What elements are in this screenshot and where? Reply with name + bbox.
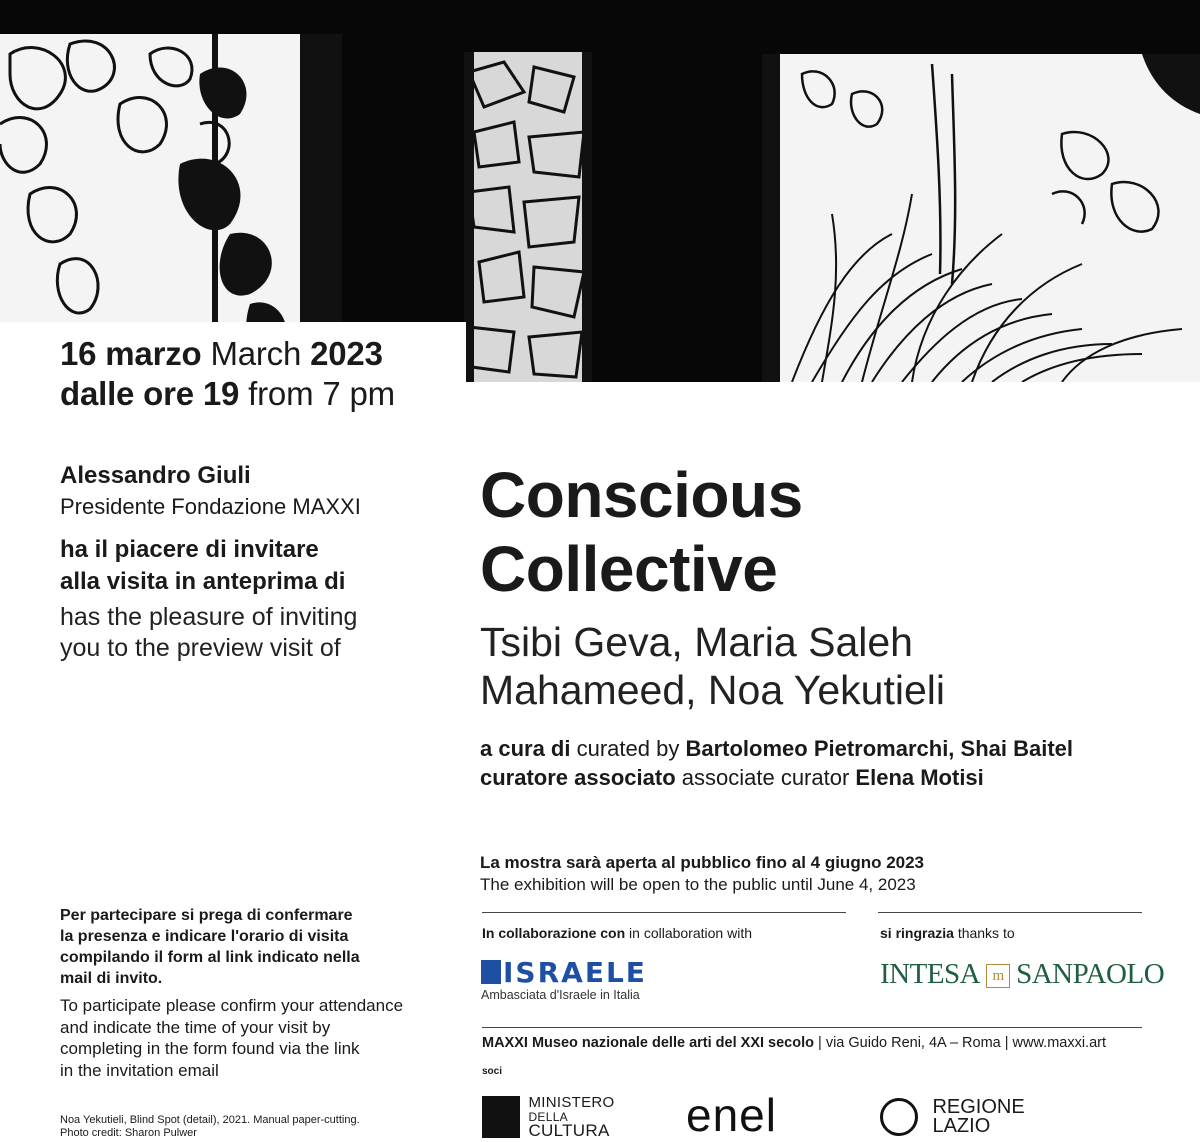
museum-website[interactable]: www.maxxi.art [1012, 1035, 1107, 1051]
rsvp-it-line: mail di invito. [60, 970, 163, 987]
divider [482, 912, 846, 913]
collaboration-label-en: in collaboration with [629, 925, 752, 941]
intesa-mark-icon: m [986, 964, 1010, 988]
artists-line: Mahameed, Noa Yekutieli [480, 667, 945, 713]
regione-lazio-logo [880, 1098, 1025, 1136]
associate-curator-name: Elena Motisi [855, 765, 984, 790]
rsvp-text-it [60, 905, 460, 989]
exhibition-title [480, 458, 803, 606]
enel-logo: enel [686, 1089, 777, 1141]
credit-line: Photo credit: Sharon Pulwer [60, 1127, 197, 1139]
photo-credit [60, 1114, 360, 1140]
rsvp-en-line: completing in the form found via the link [60, 1039, 360, 1058]
rsvp-en-line: and indicate the time of your visit by [60, 1017, 331, 1037]
invite-en-line: has the pleasure of inviting [60, 603, 358, 631]
rsvp-block [60, 905, 460, 1081]
host-name: Alessandro Giuli [60, 462, 251, 489]
rsvp-en-line: in the invitation email [60, 1060, 219, 1080]
rsvp-en-line: To participate please confirm your attendance [60, 996, 404, 1015]
invite-it-line: alla visita in anteprima di [60, 568, 346, 595]
curated-label-it: a cura di [480, 736, 571, 761]
ministero-line: MINISTERO [528, 1094, 615, 1111]
host-role: Presidente Fondazione MAXXI [60, 494, 361, 519]
curator-names: Bartolomeo Pietromarchi, Shai Baitel [685, 736, 1074, 761]
invite-it-line: ha il piacere di invitare [60, 536, 319, 563]
divider [482, 1027, 1142, 1028]
associate-label-it: curatore associato [480, 765, 676, 790]
divider [878, 912, 1142, 913]
event-year: 2023 [310, 335, 383, 372]
regione-line: REGIONE [932, 1096, 1025, 1118]
thanks-label-it: si ringrazia [880, 925, 954, 941]
title-line: Conscious [480, 459, 803, 531]
separator: | [818, 1035, 826, 1051]
ministero-emblem-icon [482, 1096, 520, 1138]
israele-wordmark [481, 958, 647, 988]
ministero-logo [482, 1096, 615, 1138]
intesa-word: INTESA [880, 958, 981, 990]
credit-line: Noa Yekutieli, Blind Spot (detail), 2021. Manual paper-cutting. [60, 1114, 360, 1126]
israel-emblem-icon [481, 960, 501, 984]
ministero-line: DELLA [528, 1110, 568, 1124]
museum-footer [482, 1034, 1106, 1052]
associate-curator-line [480, 763, 1073, 792]
artwork-panel-middle [464, 52, 592, 382]
thanks-label-en: thanks to [957, 925, 1015, 941]
associate-label-en: associate curator [681, 765, 850, 790]
open-dates-it: La mostra sarà aperta al pubblico fino al 4 giugno 2023 [480, 853, 925, 872]
title-line: Collective [480, 533, 778, 605]
collaboration-label-it: In collaborazione con [482, 925, 626, 941]
intesa-sanpaolo-logo [880, 958, 1164, 991]
rsvp-it-line: compilando il form al link indicato nella [60, 949, 360, 966]
ministero-line: CULTURA [528, 1121, 610, 1140]
rsvp-it-line: la presenza e indicare l'orario di visita [60, 928, 349, 945]
curators-block [480, 734, 1073, 792]
artwork-panel-right [762, 54, 1200, 382]
invite-en-line: you to the preview visit of [60, 634, 341, 662]
soci-label: soci [482, 1066, 503, 1077]
open-dates-en: The exhibition will be open to the public until June 4, 2023 [480, 875, 916, 894]
thanks-label [880, 924, 1015, 942]
curated-label-en: curated by [576, 736, 680, 761]
event-date-en: March [210, 335, 302, 372]
invite-text-it [60, 534, 440, 598]
israele-wordmark-text: ISRAELE [503, 956, 647, 989]
museum-name: MAXXI Museo nazionale delle arti del XXI secolo [482, 1035, 814, 1051]
regione-lazio-emblem-icon [880, 1098, 918, 1136]
artist-names [480, 618, 945, 714]
rsvp-it-line: Per partecipare si prega di confermare [60, 907, 353, 924]
regione-lazio-text [932, 1098, 1024, 1136]
event-time-en: from 7 pm [248, 375, 395, 412]
event-time-it: dalle ore 19 [60, 375, 240, 412]
ministero-text [528, 1096, 614, 1138]
sanpaolo-word: SANPAOLO [1016, 958, 1165, 990]
rsvp-text-en [60, 995, 460, 1081]
host-block [60, 460, 440, 664]
invite-text-en [60, 602, 440, 664]
event-time [60, 374, 395, 414]
artists-line: Tsibi Geva, Maria Saleh [480, 619, 913, 665]
curators-line [480, 734, 1073, 763]
collaboration-label [482, 924, 752, 942]
israele-subtitle: Ambasciata d'Israele in Italia [481, 988, 640, 1002]
regione-line: LAZIO [932, 1115, 991, 1137]
museum-address: via Guido Reni, 4A – Roma [825, 1035, 1001, 1051]
event-date [60, 334, 383, 374]
event-date-it: 16 marzo [60, 335, 202, 372]
separator: | [1004, 1035, 1013, 1051]
israel-embassy-logo [481, 958, 647, 1002]
